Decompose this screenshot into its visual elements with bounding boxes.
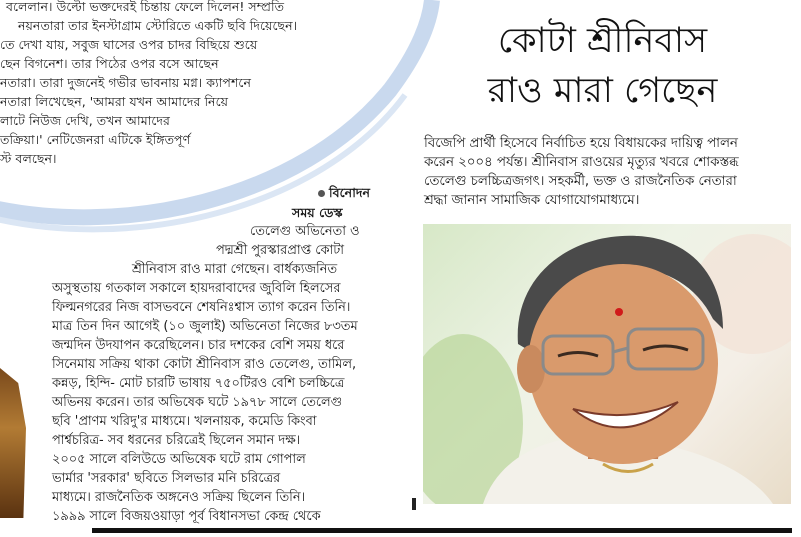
article-line: সিনেমায় সক্রিয় থাকা কোটা শ্রীনিবাস রাও তেলেগু, তামিল,	[52, 357, 357, 372]
article-line: ভার্মার 'সরকার' ছবিতে সিলভার মনি চরিত্রের	[52, 471, 281, 486]
article-line: শ্রীনিবাস রাও মারা গেছেন। বার্ধক্যজনিত	[132, 262, 338, 277]
column-line: তে দেখা যায়, সবুজ ঘাসের ওপর চাদর বিছিয়ে শুয়ে	[0, 37, 258, 52]
article-line: ফিল্মনগরের নিজ বাসভবনে শেষনিঃশ্বাস ত্যাগ করেন তিনি।	[52, 300, 351, 315]
article-line: পার্শ্বচরিত্র- সব ধরনের চরিত্রেই ছিলেন সমান দক্ষ।	[52, 433, 301, 448]
section-tag	[318, 185, 370, 205]
summary-line: তেলেগু চলচ্চিত্রজগৎ। সহকর্মী, ভক্ত ও রাজনৈতিক নেতারা	[424, 174, 737, 189]
column-line: নতারা লিখেছেন, 'আমরা যখন আমাদের নিয়ে	[0, 94, 229, 109]
column-line: তক্রিয়া।' নেটিজেনরা এটিকে ইঙ্গিতপূর্ণ	[0, 132, 191, 147]
article-line: কন্নড়, হিন্দি- মোট চারটি ভাষায় ৭৫০টিরও বেশি চলচ্চিত্রে	[52, 376, 345, 391]
article-line: অভিনয় করেন। তার অভিষেক ঘটে ১৯৭৮ সালে তেলেগু	[52, 395, 343, 410]
column-divider	[412, 498, 416, 510]
section-label: বিনোদন	[329, 185, 370, 200]
summary-line: করেন ২০০৪ পর্যন্ত। শ্রীনিবাস রাওয়ের মৃত্যুর খবরে শোকস্তব্ধ	[424, 155, 739, 170]
article-line: জন্মদিন উদযাপন করেছিলেন। চার দশকের বেশি সময় ধরে	[52, 338, 345, 353]
article-line: ১৯৯৯ সালে বিজয়ওয়াড়া পূর্ব বিধানসভা কেন্দ্র থেকে	[52, 509, 321, 524]
headline-line-1: কোটা শ্রীনিবাস	[497, 21, 708, 61]
column-line: বলেলান। উল্টো ভক্তদেরই চিন্তায় ফেলে দিলেন! সম্প্রতি	[6, 0, 285, 14]
article-line: ছবি 'প্রাণম খরিদু'র মাধ্যমে। খলনায়ক, কমেডি কিংবা	[52, 414, 317, 429]
portrait-illustration	[423, 224, 791, 504]
article-line: অসুস্থতায় গতকাল সকালে হায়দরাবাদের জুবিলি হিলসের	[52, 281, 341, 296]
article-line: মাধ্যমে। রাজনৈতিক অঙ্গনেও সক্রিয় ছিলেন তিনি।	[52, 490, 306, 505]
article-line: ২০০৫ সালে বলিউডে অভিষেক ঘটে রাম গোপাল	[52, 452, 306, 467]
bullet-icon	[318, 190, 325, 197]
article-line: তেলেগু অভিনেতা ও	[250, 224, 360, 239]
column-line: নয়নতারা তার ইনস্টাগ্রাম স্টোরিতে একটি ছবি দিয়েছেন।	[18, 18, 298, 33]
desk-label: সময় ডেস্ক	[292, 205, 343, 220]
headline-line-2: রাও মারা গেছেন	[487, 71, 718, 111]
summary-line: বিজেপি প্রার্থী হিসেবে নির্বাচিত হয়ে বিধায়কের দায়িত্ব পালন	[424, 136, 738, 151]
article-line: মাত্র তিন দিন আগেই (১০ জুলাই) অভিনেতা নিজের ৮৩তম	[52, 319, 358, 334]
column-line: স্ট বলছেন।	[0, 151, 57, 166]
column-line: ছেন বিগনেশ। তার পিঠের ওপর বসে আছেন	[0, 56, 219, 71]
portrait-photo	[423, 224, 791, 504]
summary-line: শ্রদ্ধা জানান সামাজিক যোগাযোগমাধ্যমে।	[424, 193, 640, 208]
bottom-rule	[92, 528, 792, 533]
article-line: পদ্মশ্রী পুরস্কারপ্রাপ্ত কোটা	[216, 243, 344, 258]
column-line: লাটে নিউজ দেখি, তখন আমাদের	[0, 113, 170, 128]
column-line: নতারা। তারা দুজনেই গভীর ভাবনায় মগ্ন। ক্যাপশনে	[0, 75, 251, 90]
